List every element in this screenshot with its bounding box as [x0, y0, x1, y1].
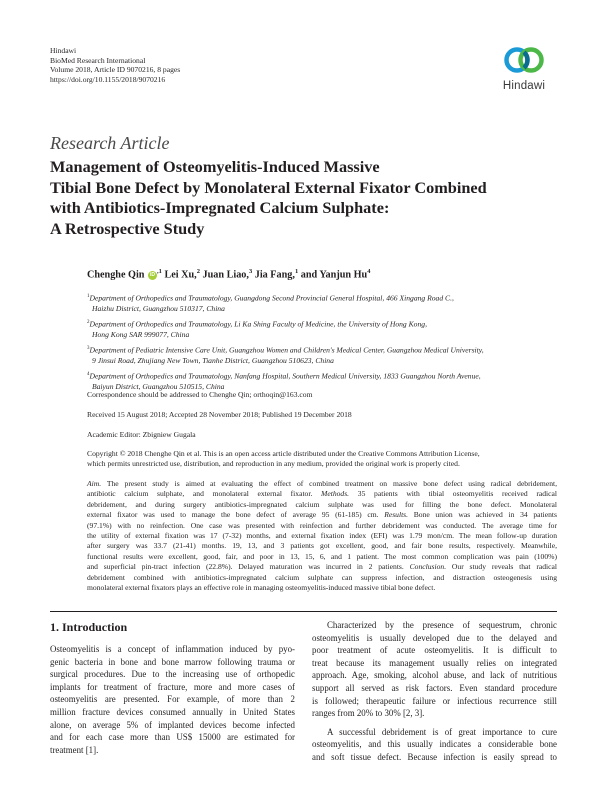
- author-affiliation-number: 3: [248, 268, 253, 275]
- copyright-line: which permits unrestricted use, distribution, and reproduction in any medium, provided the original work is properly cited.: [87, 459, 460, 469]
- logo-text: Hindawi: [502, 80, 546, 92]
- author-affiliation-number: 2: [196, 268, 200, 275]
- affiliation-item: [87, 292, 557, 314]
- affiliation-text: Department of Orthopedics and Traumatology, Li Ka Shing Faculty of Medicine, the University of Hong Kong,: [89, 319, 427, 329]
- abstract-text: The present study is aimed at evaluating the effect of combined treatment on massive bone defect using radical debridement,: [101, 479, 557, 488]
- article-type: Research Article: [50, 133, 170, 153]
- body-line: and soft tissue defect. Because infection is easily spread to: [312, 751, 557, 762]
- affiliation-text: 9 Jinsui Road, Zhujiang New Town, Tianhe District, Guangzhou 510623, China: [92, 355, 334, 365]
- journal-info: [50, 46, 180, 84]
- affiliation-text: Haizhu District, Guangzhou 510317, China: [92, 303, 225, 313]
- affiliation-number: 1: [87, 294, 90, 299]
- abstract-text: 35 patients with tibial osteomyelitis received radical: [349, 489, 557, 499]
- author-affiliation-number: 1: [294, 268, 299, 275]
- title-line: Management of Osteomyelitis-Induced Massive: [50, 157, 380, 176]
- author-affiliation-number: 4: [367, 268, 371, 275]
- hindawi-logo-icon: [503, 42, 545, 78]
- affiliation-text: Department of Orthopedics and Traumatology, Nanfang Hospital, Southern Medical University, 1833 Guangzhou North Avenue,: [89, 371, 481, 381]
- author-name[interactable]: Lei Xu,: [164, 269, 197, 281]
- body-line: osteomyelitis, and this usually indicates a considerable bone: [312, 739, 557, 750]
- abstract-text: and superficial pin-tract infection (22.8%). Delayed maturation was incurred in 2 patients.: [87, 562, 410, 572]
- body-line: treatment [1].: [50, 744, 99, 755]
- body-line: genic bacteria in bone and bone marrow following trauma or: [50, 656, 295, 667]
- body-line: implants for treatment of fracture, more and more cases of: [50, 681, 295, 692]
- abstract-text: monolateral external fixators plays an effective role in managing osteomyelitis-induced massive tibial bone defect.: [87, 583, 436, 593]
- body-line: million fracture devices consumed annually in United States: [50, 706, 295, 717]
- abstract-text: debridement combined with antibiotics-impregnated calcium sulphate can suppress infection, and distraction osteogenesis using: [87, 572, 557, 582]
- affiliation-text: Baiyun District, Guangzhou 510515, China: [92, 381, 225, 391]
- author-affiliation-number: 1: [158, 268, 162, 275]
- volume-info: Volume 2018, Article ID 9070216, 8 pages: [50, 65, 181, 74]
- body-line: support all served as risk factors. Even standard procedure: [312, 682, 557, 693]
- body-line: is followed; therapeutic failure or infectious recurrence still: [312, 695, 557, 706]
- affiliation-item: [87, 344, 557, 366]
- abstract-text: (97.1%) with no reinfection. One case was presented with reinfection and further debridement was conducted. The average time for: [87, 520, 557, 530]
- affiliations: [87, 292, 557, 396]
- affiliation-text: Department of Pediatric Intensive Care Unit, Guangzhou Women and Children's Medical Center, Guangzhou Medical University,: [89, 345, 484, 355]
- body-line: treat because its management usually relies on integrated: [312, 657, 557, 668]
- left-column: [50, 643, 295, 756]
- author-name[interactable]: and Yanjun Hu: [300, 269, 368, 281]
- affiliation-number: 3: [87, 345, 90, 351]
- author-name[interactable]: Jia Fang,: [254, 269, 295, 281]
- abstract-section-label: Conclusion.: [409, 562, 447, 572]
- body-line: Characterized by the presence of sequestrum, chronic: [327, 620, 557, 630]
- author-name[interactable]: Juan Liao,: [202, 269, 249, 281]
- section-divider: [50, 611, 557, 612]
- body-line: alone, on average 5% of implanted devices become infected: [50, 719, 295, 730]
- correspondence: Correspondence should be addressed to Chenghe Qin; orthoqin@163.com: [87, 390, 313, 399]
- title-line: Tibial Bone Defect by Monolateral External Fixator Combined: [50, 177, 487, 197]
- abstract-text: external fixator was used to manage the bone defect of average 95 (61-185) cm.: [87, 510, 385, 520]
- body-line: osteomyelitis is usually developed due to the delayed and: [312, 632, 557, 643]
- author-name[interactable]: Chenghe Qin: [87, 269, 145, 281]
- affiliation-item: [87, 318, 557, 340]
- abstract-text: Our study reveals that radical: [446, 562, 557, 572]
- abstract-text: Bone union was achieved in 34 patients: [408, 510, 557, 520]
- abstract-section-label: Aim.: [87, 479, 102, 488]
- abstract-line: [87, 552, 557, 562]
- abstract-section-label: Results.: [384, 510, 409, 520]
- abstract-text: after surgery was 33.7 (21-41) months. 19, 13, and 3 patients got excellent, good, and fair bone results, respectively. Meanwhile,: [87, 541, 557, 551]
- abstract-text: antibiotic calcium sulphate, and monolateral external fixator.: [87, 489, 322, 499]
- copyright-line: Copyright © 2018 Chenghe Qin et al. This is an open access article distributed under the Creative Commons Attribution License,: [87, 449, 480, 458]
- body-line: osteomyelitis are presented. For example, of more than 2: [50, 694, 295, 705]
- copyright-notice: [87, 449, 557, 470]
- abstract-line: [87, 562, 557, 572]
- author-list: Chenghe Qin $iD^{,1}$ Lei Xu,$^2$ Juan Liao,$^3$ Jia Fang,$^1$ and Yanjun Hu$^4$: [87, 268, 371, 281]
- section-heading: 1. Introduction: [50, 620, 128, 634]
- abstract: [87, 479, 557, 593]
- right-column: [312, 619, 557, 764]
- abstract-line: [87, 489, 557, 499]
- abstract-text: debridement, and during surgery antibiotics-impregnated calcium sulphate was used for filling the bone defect. Monolateral: [87, 499, 557, 509]
- affiliation-number: 2: [87, 319, 90, 325]
- affiliation-item: [87, 370, 557, 392]
- body-line: ranges from 20% to 30% [2, 3].: [312, 708, 425, 719]
- journal-name: BioMed Research International: [50, 55, 146, 65]
- title-line: with Antibiotics-Impregnated Calcium Sulphate:: [50, 198, 390, 217]
- body-line: A successful debridement is of great importance to cure: [327, 726, 557, 737]
- abstract-line: [87, 521, 557, 531]
- hindawi-logo: [490, 42, 558, 110]
- abstract-text: the utility of external fixation was 17 (7-32) months, and external fixation index (EFI) was 1.79 mon/cm. The mean follow-up duration: [87, 531, 557, 541]
- academic-editor: Academic Editor: Zbigniew Gugala: [87, 430, 196, 439]
- affiliation-text: Hong Kong SAR 999077, China: [92, 329, 190, 339]
- body-line: approach. Age, smoking, alcohol abuse, and lack of nutritious: [312, 670, 557, 681]
- body-line: surgical procedures. Due to the increasing use of orthopedic: [50, 669, 295, 680]
- abstract-line: [87, 573, 557, 583]
- body-line: poor treatment of acute osteomyelitis. It is difficult to: [312, 645, 557, 656]
- abstract-line: [87, 531, 557, 541]
- abstract-line: [87, 583, 557, 593]
- abstract-line: [87, 500, 557, 510]
- affiliation-number: 4: [87, 371, 90, 377]
- title-line: A Retrospective Study: [50, 218, 205, 238]
- affiliation-text: Department of Orthopedics and Traumatology, Guangdong Second Provincial General Hospital, 466 Xingang Road C.,: [89, 293, 454, 303]
- abstract-line: [87, 510, 557, 520]
- abstract-line: [87, 541, 557, 551]
- orcid-icon[interactable]: iD: [150, 272, 156, 279]
- abstract-section-label: Methods.: [321, 489, 350, 499]
- doi-link[interactable]: https://doi.org/10.1155/2018/9070216: [50, 74, 166, 84]
- abstract-text: functional results were excellent, good, fair, and poor in 13, 15, 6, and 1 patient. The most common complication was pain (100%): [87, 551, 557, 561]
- publisher-name: Hindawi: [50, 46, 77, 55]
- article-title: [50, 157, 550, 239]
- abstract-line: [87, 479, 557, 489]
- body-line: Osteomyelitis is a concept of inflammation induced by pyo-: [50, 644, 295, 654]
- publication-dates: Received 15 August 2018; Accepted 28 November 2018; Published 19 December 2018: [87, 410, 352, 419]
- body-line: and for each case more than US$ 15000 are estimated for: [50, 732, 295, 743]
